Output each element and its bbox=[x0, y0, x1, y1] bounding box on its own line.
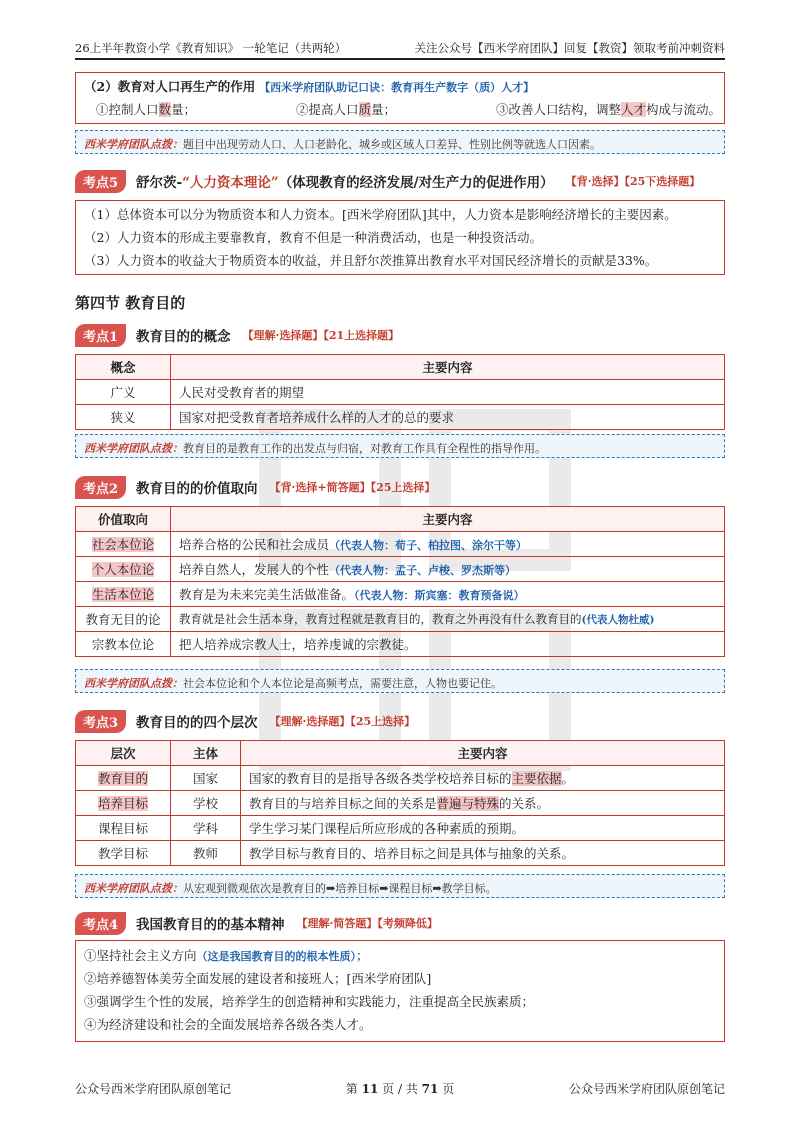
s1-note: 西米学府团队点拨：教育目的是教育工作的出发点与归宿，对教育工作具有全程性的指导作用。 bbox=[75, 434, 725, 458]
table-row: 个人本位论 培养自然人，发展人的个性（代表人物：孟子、卢梭、罗杰斯等） bbox=[76, 557, 725, 582]
s3-heading bbox=[75, 710, 725, 732]
s2-badge: 考点2 bbox=[75, 476, 126, 499]
s4-line: ③强调学生个性的发展，培养学生的创造精神和实践能力，注重提高全民族素质； bbox=[84, 994, 535, 1009]
k5-line: （1）总体资本可以分为物质资本和人力资本。[西米学府团队]其中，人力资本是影响经济增长的主要因素。 bbox=[84, 207, 677, 222]
population-item: ②提高人口质量； bbox=[296, 102, 397, 117]
s4-line: ①坚持社会主义方向（这是我国教育目的的根本性质）； bbox=[84, 948, 369, 963]
s2-tags: 【背·选择+简答题】【25上选择】 bbox=[269, 481, 436, 494]
population-mnemonic: 【西米学府团队助记口诀：教育再生产数字（质）人才】 bbox=[259, 81, 535, 94]
table-row: 教育无目的论 教育就是社会生活本身，教育过程就是教育目的，教育之外再没有什么教育目的(代表人物杜威) bbox=[76, 607, 725, 632]
s4-title: 我国教育目的的基本精神 bbox=[136, 917, 285, 933]
s4-badge: 考点4 bbox=[75, 912, 126, 935]
footer-left: 公众号西米学府团队原创笔记 bbox=[75, 1082, 232, 1096]
s3-table bbox=[75, 740, 725, 866]
table-row: 培养目标 学校 教育目的与培养目标之间的关系是普遍与特殊的关系。 bbox=[76, 791, 725, 816]
k5-tags: 【背·选择】【25下选择题】 bbox=[565, 175, 701, 188]
population-item: ③改善人口结构，调整人才构成与流动。 bbox=[496, 102, 722, 117]
k5-title: 舒尔茨-“人力资本理论”（体现教育的经济发展/对生产力的促进作用） bbox=[136, 175, 554, 191]
table-header: 主体 bbox=[171, 741, 241, 766]
k5-badge: 考点5 bbox=[75, 170, 126, 193]
page-header bbox=[75, 40, 725, 60]
s3-title: 教育目的的四个层次 bbox=[136, 715, 258, 731]
s4-box bbox=[75, 940, 725, 1042]
table-header: 主要内容 bbox=[241, 741, 725, 766]
s1-table bbox=[75, 354, 725, 430]
s1-badge: 考点1 bbox=[75, 324, 126, 347]
table-header: 主要内容 bbox=[171, 507, 725, 532]
page-footer bbox=[75, 1080, 725, 1097]
header-right: 关注公众号【西米学府团队】回复【教资】领取考前冲刺资料 bbox=[414, 41, 725, 55]
s1-title: 教育目的的概念 bbox=[136, 329, 231, 345]
s3-badge: 考点3 bbox=[75, 710, 126, 733]
table-row: 教育目的 国家 国家的教育目的是指导各级各类学校培养目标的主要依据。 bbox=[76, 766, 725, 791]
s2-title: 教育目的的价值取向 bbox=[136, 481, 258, 497]
table-row: 生活本位论 教育是为未来完美生活做准备。（代表人物：斯宾塞：教育预备说） bbox=[76, 582, 725, 607]
k5-line: （2）人力资本的形成主要靠教育，教育不但是一种消费活动，也是一种投资活动。 bbox=[84, 230, 542, 245]
s1-tags: 【理解·选择题】【21上选择题】 bbox=[242, 329, 400, 342]
s2-note: 西米学府团队点拨：社会本位论和个人本位论是高频考点，需要注意，人物也要记住。 bbox=[75, 669, 725, 693]
table-row: 狭义 国家对把受教育者培养成什么样的人才的总的要求 bbox=[76, 405, 725, 430]
population-note: 西米学府团队点拨：题目中出现劳动人口、人口老龄化、城乡或区域人口差异、性别比例等就选人口因素。 bbox=[75, 130, 725, 154]
table-row: 广义 人民对受教育者的期望 bbox=[76, 380, 725, 405]
population-title: （2）教育对人口再生产的作用 bbox=[84, 79, 256, 94]
s2-table bbox=[75, 506, 725, 657]
s3-note: 西米学府团队点拨：从宏观到微观依次是教育目的➡培养目标➡课程目标➡教学目标。 bbox=[75, 874, 725, 898]
table-header: 主要内容 bbox=[171, 355, 725, 380]
s3-tags: 【理解·选择题】【25上选择】 bbox=[269, 715, 416, 728]
s4-heading bbox=[75, 912, 725, 934]
s2-heading bbox=[75, 476, 725, 498]
k5-heading bbox=[75, 170, 725, 192]
population-box bbox=[75, 72, 725, 124]
k5-box bbox=[75, 200, 725, 275]
s4-tags: 【理解·简答题】【考频降低】 bbox=[296, 917, 438, 930]
s4-line: ②培养德智体美劳全面发展的建设者和接班人；[西米学府团队] bbox=[84, 971, 432, 986]
table-row: 社会本位论 培养合格的公民和社会成员（代表人物：荀子、柏拉图、涂尔干等） bbox=[76, 532, 725, 557]
table-header: 价值取向 bbox=[76, 507, 171, 532]
footer-right: 公众号西米学府团队原创笔记 bbox=[568, 1082, 725, 1096]
header-left: 26上半年教资小学《教育知识》 一轮笔记（共两轮） bbox=[75, 41, 347, 55]
table-row: 教学目标 教师 教学目标与教育目的、培养目标之间是具体与抽象的关系。 bbox=[76, 841, 725, 866]
population-item: ①控制人口数量； bbox=[96, 102, 197, 117]
section-title: 第四节 教育目的 bbox=[75, 294, 186, 312]
table-header: 概念 bbox=[76, 355, 171, 380]
table-row: 宗教本位论 把人培养成宗教人士，培养虔诚的宗教徒。 bbox=[76, 632, 725, 657]
table-header: 层次 bbox=[76, 741, 171, 766]
s4-line: ④为经济建设和社会的全面发展培养各级各类人才。 bbox=[84, 1017, 372, 1032]
k5-line: （3）人力资本的收益大于物质资本的收益，并且舒尔茨推算出教育水平对国民经济增长的贡献是33%。 bbox=[84, 253, 658, 268]
table-row: 课程目标 学科 学生学习某门课程后所应形成的各种素质的预期。 bbox=[76, 816, 725, 841]
page-number: 第 11 页 / 共 71 页 bbox=[345, 1082, 455, 1096]
s1-heading bbox=[75, 324, 725, 346]
